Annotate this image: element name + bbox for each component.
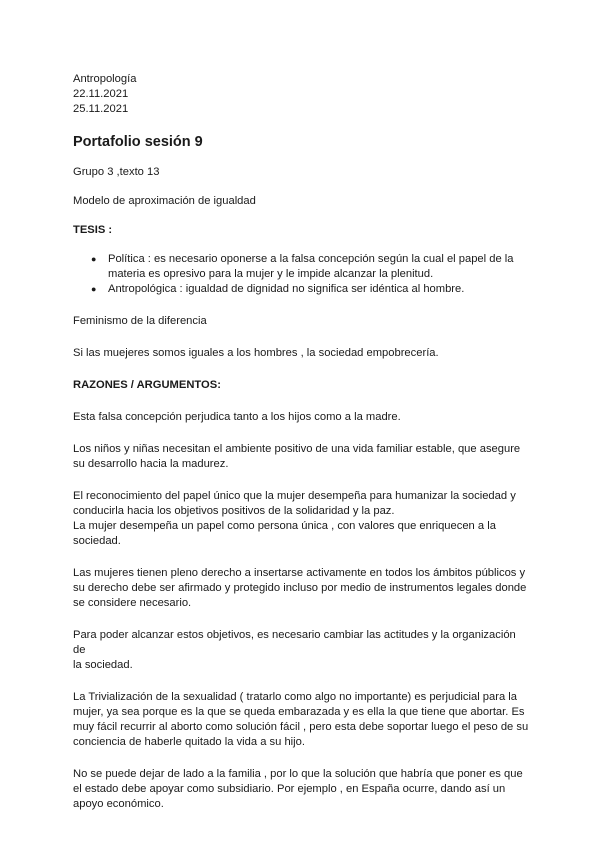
tesis-heading: TESIS : [73, 224, 113, 236]
paragraph-line: No se puede dejar de lado a la familia , por lo que la solución que habría que poner es que [73, 768, 523, 780]
paragraph-line: Las mujeres tienen pleno derecho a insertarse activamente en todos los ámbitos públicos y [73, 567, 526, 579]
header-block [73, 72, 531, 117]
list-item [73, 282, 531, 297]
paragraph-line: mujer, ya sea porque es la que se queda embarazada y es ella la que tiene que abortar. Es [73, 706, 525, 718]
page-title: Portafolio sesión 9 [73, 134, 203, 150]
paragraph-line: Los niños y niñas necesitan el ambiente positivo de una vida familiar estable, que asegure [73, 443, 521, 455]
paragraph-6 [73, 690, 531, 750]
model-line: Modelo de aproximación de igualdad [73, 195, 256, 207]
list-item [73, 252, 531, 282]
paragraph-line: Para poder alcanzar estos objetivos, es necesario cambiar las actitudes y la organización de [73, 629, 516, 656]
paragraph-7 [73, 767, 531, 812]
paragraph-line: muy fácil recurrir al aborto como solución fácil , pero esta debe soportar luego el peso de su [73, 721, 529, 733]
paragraph-5 [73, 628, 531, 673]
bullet-icon: ● [91, 284, 97, 294]
tesis-item-1-line-1: Política : es necesario oponerse a la falsa concepción según la cual el papel de la [108, 253, 514, 265]
paragraph-line: La Trivialización de la sexualidad ( tratarlo como algo no importante) es perjudicial para la [73, 691, 518, 703]
paragraph-line: sociedad. [73, 535, 121, 547]
razones-heading: RAZONES / ARGUMENTOS: [73, 379, 221, 391]
paragraph-line: conducirla hacia los objetivos positivos de la solidaridad y la paz. [73, 505, 395, 517]
paragraph-line: su derecho debe ser afirmado y protegido incluso por medio de instrumentos legales donde [73, 582, 527, 594]
statement-line: Si las muejeres somos iguales a los hombres , la sociedad empobrecería. [73, 347, 439, 359]
paragraph-line: se considere necesario. [73, 597, 192, 609]
feminism-line: Feminismo de la diferencia [73, 315, 207, 327]
paragraph-line: apoyo económico. [73, 798, 164, 810]
paragraph-line: La mujer desempeña un papel como persona única , con valores que enriquecen a la [73, 520, 496, 532]
group-line: Grupo 3 ,texto 13 [73, 166, 160, 178]
document-page [73, 72, 531, 812]
date-line-1: 22.11.2021 [73, 88, 129, 100]
paragraph-line: conciencia de haberle quitado la vida a su hijo. [73, 736, 305, 748]
paragraph-1 [73, 410, 531, 425]
paragraph-line: El reconocimiento del papel único que la mujer desempeña para humanizar la sociedad y [73, 490, 516, 502]
paragraph-line: el estado debe apoyar como subsidiario. Por ejemplo , en España ocurre, dando así un [73, 783, 506, 795]
tesis-list [73, 252, 531, 297]
paragraph-line: la sociedad. [73, 659, 133, 671]
date-line-2: 25.11.2021 [73, 103, 129, 115]
paragraph-4 [73, 566, 531, 611]
tesis-item-1-line-2: materia es opresivo para la mujer y le impide alcanzar la plenitud. [108, 268, 434, 280]
tesis-item-2-line-1: Antropológica : igualdad de dignidad no significa ser idéntica al hombre. [108, 283, 465, 295]
paragraph-2 [73, 442, 531, 472]
subject-line: Antropología [73, 73, 137, 85]
paragraph-line: Esta falsa concepción perjudica tanto a los hijos como a la madre. [73, 411, 401, 423]
paragraph-3 [73, 489, 531, 549]
bullet-icon: ● [91, 254, 97, 264]
paragraph-line: su desarrollo hacia la madurez. [73, 458, 229, 470]
